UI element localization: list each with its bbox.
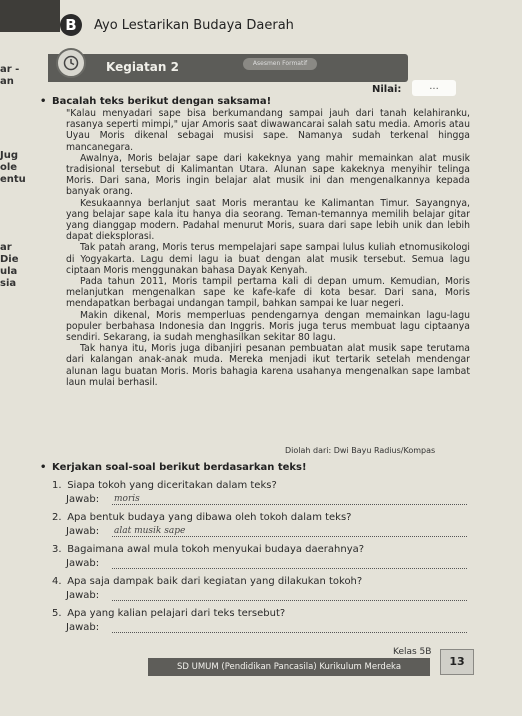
- score-label: Nilai:: [372, 84, 402, 95]
- question-item: 3. Bagaimana awal mula tokoh menyukai budaya daerahnya?: [52, 544, 365, 555]
- answer-field[interactable]: [112, 494, 467, 505]
- section-title: Ayo Lestarikan Budaya Daerah: [94, 17, 294, 33]
- paragraph: Awalnya, Moris belajar sape dari kakeknya yang mahir memainkan alat musik tradisional tersebut di Kalimantan Utara. Alunan sape kakeknya menyihir telinga Moris. Dari sana, Moris ingin belajar alat musik ini dan mengenalkannya kepada banyak orang.: [66, 152, 470, 198]
- section-header: [60, 14, 294, 36]
- answer-label: Jawab:: [66, 558, 100, 569]
- paragraph: Makin dikenal, Moris memperluas pendengarnya dengan memainkan lagu-lagu populer berbahasa Indonesia dan Inggris. Moris juga terus membuat lagu ciptaanya sendiri. Sekarang, ia sudah menghasilkan sekitar 80 lagu.: [66, 309, 470, 344]
- activity-label: Kegiatan 2: [106, 60, 179, 74]
- question-item: 1. Siapa tokoh yang diceritakan dalam teks?: [52, 480, 277, 491]
- paragraph: Pada tahun 2011, Moris tampil pertama kali di depan umum. Kemudian, Moris melanjutkan mengenalkan sape ke kafe-kafe di kota besar. Dari sana, Moris mendapatkan berbagai undangan tampil, bahkan sampai ke luar negeri.: [66, 276, 470, 310]
- margin-text: sia: [0, 278, 17, 289]
- page-number: 13: [440, 649, 474, 675]
- margin-text: ar: [0, 242, 12, 253]
- answer-handwriting: alat musik sape: [114, 526, 186, 536]
- answer-field[interactable]: [112, 590, 467, 601]
- class-label: Kelas 5B: [393, 647, 432, 657]
- answer-field[interactable]: [112, 558, 467, 569]
- paragraph: "Kalau menyadari sape bisa berkumandang sampai jauh dari tanah kelahiranku, rasanya seperti mimpi," ujar Amoris saat diwawancarai salah satu media. Amoris atau Uyau Moris dikenal sebagai musisi sape. Namanya sudah terkenal hingga mancanegara.: [66, 108, 470, 153]
- question-item: 5. Apa yang kalian pelajari dari teks tersebut?: [52, 608, 286, 619]
- page-shadow: [0, 0, 60, 32]
- score-box[interactable]: ...: [412, 80, 456, 96]
- answer-field[interactable]: [112, 622, 467, 633]
- margin-text: ar -: [0, 64, 20, 75]
- question-item: 2. Apa bentuk budaya yang dibawa oleh tokoh dalam teks?: [52, 512, 352, 523]
- left-page-edge-text: [0, 60, 34, 430]
- answer-handwriting: moris: [114, 494, 140, 504]
- assessment-badge: Asesmen Formatif: [243, 58, 317, 70]
- clock-icon: [56, 48, 86, 78]
- margin-text: Jug: [0, 150, 18, 161]
- margin-text: an: [0, 76, 14, 87]
- reading-text: [66, 108, 470, 388]
- activity-banner: [48, 54, 408, 82]
- section-letter-badge: B: [60, 14, 82, 36]
- question-text: Bagaimana awal mula tokoh menyukai budaya daerahnya?: [67, 544, 365, 555]
- book-title-bar: SD UMUM (Pendidikan Pancasila) Kurikulum Merdeka: [148, 658, 430, 676]
- answer-label: Jawab:: [66, 494, 100, 505]
- question-text: Siapa tokoh yang diceritakan dalam teks?: [67, 480, 277, 491]
- margin-text: Die: [0, 254, 19, 265]
- reading-instruction: • Bacalah teks berikut dengan saksama!: [52, 96, 271, 107]
- exercise-instruction: • Kerjakan soal-soal berikut berdasarkan teks!: [52, 462, 307, 473]
- margin-text: entu: [0, 174, 26, 185]
- paragraph: Kesukaannya berlanjut saat Moris merantau ke Kalimantan Timur. Sayangnya, yang belajar sape kala itu hanya dia seorang. Teman-temannya memilih belajar gitar yang dianggap modern. Padahal menurut Moris, suara dari sape lebih unik dan lebih dapat dieksplorasi.: [66, 197, 470, 243]
- paragraph: Tak patah arang, Moris terus mempelajari sape sampai lulus kuliah etnomusikologi di Yogyakarta. Lagu demi lagu ia buat dengan alat musik tersebut. Semua lagu ciptaan Moris menggunakan bahasa Dayak Kenyah.: [66, 242, 470, 276]
- question-text: Apa saja dampak baik dari kegiatan yang dilakukan tokoh?: [67, 576, 363, 587]
- question-item: 4. Apa saja dampak baik dari kegiatan yang dilakukan tokoh?: [52, 576, 363, 587]
- question-text: Apa bentuk budaya yang dibawa oleh tokoh dalam teks?: [67, 512, 352, 523]
- margin-text: ole: [0, 162, 18, 173]
- paragraph: Tak hanya itu, Moris juga dibanjiri pesanan pembuatan alat musik sape terutama dari kalangan anak-anak muda. Mereka menjadi ikut tertarik setelah mendengar alunan lagu buatan Moris. Moris bahagia karena usahanya mengenalkan sape lambat laun mulai berhasil.: [66, 343, 470, 388]
- answer-label: Jawab:: [66, 622, 100, 633]
- question-text: Apa yang kalian pelajari dari teks tersebut?: [67, 608, 286, 619]
- answer-label: Jawab:: [66, 590, 100, 601]
- source-credit: Diolah dari: Dwi Bayu Radius/Kompas: [285, 446, 436, 455]
- margin-text: ula: [0, 266, 18, 277]
- answer-label: Jawab:: [66, 526, 100, 537]
